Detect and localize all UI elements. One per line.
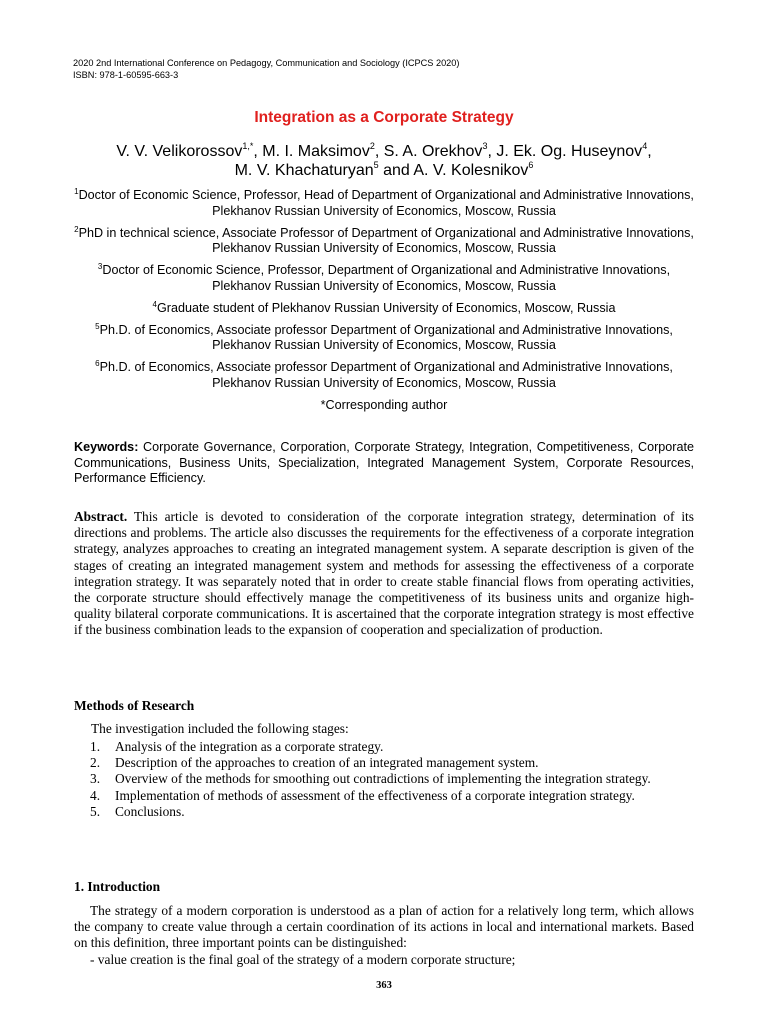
affiliation: $^4$Graduate student of Plekhanov Russian University of Economics, Moscow, Russia [152, 299, 616, 315]
author-name: M. V. Khachaturyan [234, 162, 374, 179]
section-heading-introduction: 1. Introduction [74, 879, 161, 894]
affiliation: $^3$Doctor of Economic Science, Professor, Department of Organizational and Administrative Innovations, Plekhanov Russian University of Economics, Moscow, Russia [97, 262, 671, 293]
author-sup: 5 [373, 160, 379, 170]
conference-name: 2020 2nd International Conference on Pedagogy, Communication and Sociology (ICPCS 2020) [73, 58, 460, 68]
abstract [74, 509, 694, 639]
author-name: V. V. Velikorossov [116, 143, 243, 160]
list-item: 4. Implementation of methods of assessment of the effectiveness of a corporate integration strategy. [90, 787, 635, 803]
author-sup: 6 [528, 160, 534, 170]
abstract-label: Abstract. [74, 509, 128, 524]
author-name: S. A. Orekhov [383, 143, 483, 160]
keywords-text: Corporate Governance, Corporation, Corporate Strategy, Integration, Competitiveness, Corporate Communications, Business Units, Specialization, Integrated Management System, Corporate Resources, Performance Efficiency. [74, 440, 694, 485]
list-item: 2. Description of the approaches to creation of an integrated management system. [90, 755, 539, 771]
author-name: A. V. Kolesnikov [413, 162, 529, 179]
methods-list [74, 739, 694, 820]
author-line-2: M. V. Khachaturyan$^5$ and A. V. Kolesnikov$^6$ [234, 160, 534, 179]
author-line-1: V. V. Velikorossov$^{1,*}$, M. I. Maksimov$^2$, S. A. Orekhov$^3$, J. Ek. Og. Huseynov$^4$, [116, 141, 652, 160]
author-name: M. I. Maksimov [262, 143, 370, 160]
methods-intro: The investigation included the following stages: [91, 721, 349, 736]
introduction-body [74, 903, 694, 968]
abstract-text: This article is devoted to consideration of the corporate integration strategy, determination of its directions and problems. The article also discusses the requirements for the effectiveness of a corporate integration strategy, analyzes approaches to creating an integrated management system. A separate description is given of the stages of creating an integrated management system and methods for assessing the effectiveness of a corporate integration strategy. It was separately noted that in order to create stable financial flows from operating activities, the corporate structure should effectively manage the competitiveness of its business units and organize high-quality bilateral corporate communications. It is ascertained that the corporate integration strategy is most effective if the business combination leads to the expansion of cooperation and specialization of production. [74, 509, 694, 638]
affiliation: $^2$PhD in technical science, Associate Professor of Department of Organizational and Administrative Innovations, Plekhanov Russian University of Economics, Moscow, Russia [74, 224, 694, 255]
keywords-label: Keywords: [74, 440, 139, 454]
affiliation: $^5$Ph.D. of Economics, Associate professor Department of Organizational and Administrative Innovations, Plekhanov Russian University of Economics, Moscow, Russia [95, 321, 673, 352]
isbn: ISBN: 978-1-60595-663-3 [73, 69, 179, 80]
list-item: 3. Overview of the methods for smoothing out contradictions of implementing the integration strategy. [90, 771, 651, 787]
conference-header [73, 58, 459, 81]
author-sup: 2 [369, 141, 375, 151]
page-number: 363 [376, 980, 392, 991]
author-name: J. Ek. Og. Huseynov [496, 143, 643, 160]
affiliation: $^1$Doctor of Economic Science, Professor, Head of Department of Organizational and Administrative Innovations, Plekhanov Russian University of Economics, Moscow, Russia [74, 187, 694, 218]
paper-title: Integration as a Corporate Strategy [254, 109, 514, 126]
author-sup: 1,* [242, 141, 254, 151]
author-sup: 4 [642, 141, 648, 151]
author-sup: 3 [482, 141, 488, 151]
list-item: 1. Analysis of the integration as a corporate strategy. [90, 739, 384, 754]
list-item: 5. Conclusions. [90, 803, 185, 819]
affiliations [70, 188, 698, 413]
affiliation: $^6$Ph.D. of Economics, Associate professor Department of Organizational and Administrative Innovations, Plekhanov Russian University of Economics, Moscow, Russia [95, 359, 673, 390]
introduction-paragraph: The strategy of a modern corporation is understood as a plan of action for a relatively long term, which allows the company to create value through a certain coordination of its actions in local and international markets. Based on this definition, three important points can be distinguished: [74, 903, 694, 951]
author-list [0, 142, 768, 180]
introduction-bullet: - value creation is the final goal of the strategy of a modern corporate structure; [90, 951, 516, 967]
corresponding-author-note: *Corresponding author [320, 397, 448, 412]
section-heading-methods: Methods of Research [74, 698, 195, 713]
keywords [74, 440, 694, 487]
